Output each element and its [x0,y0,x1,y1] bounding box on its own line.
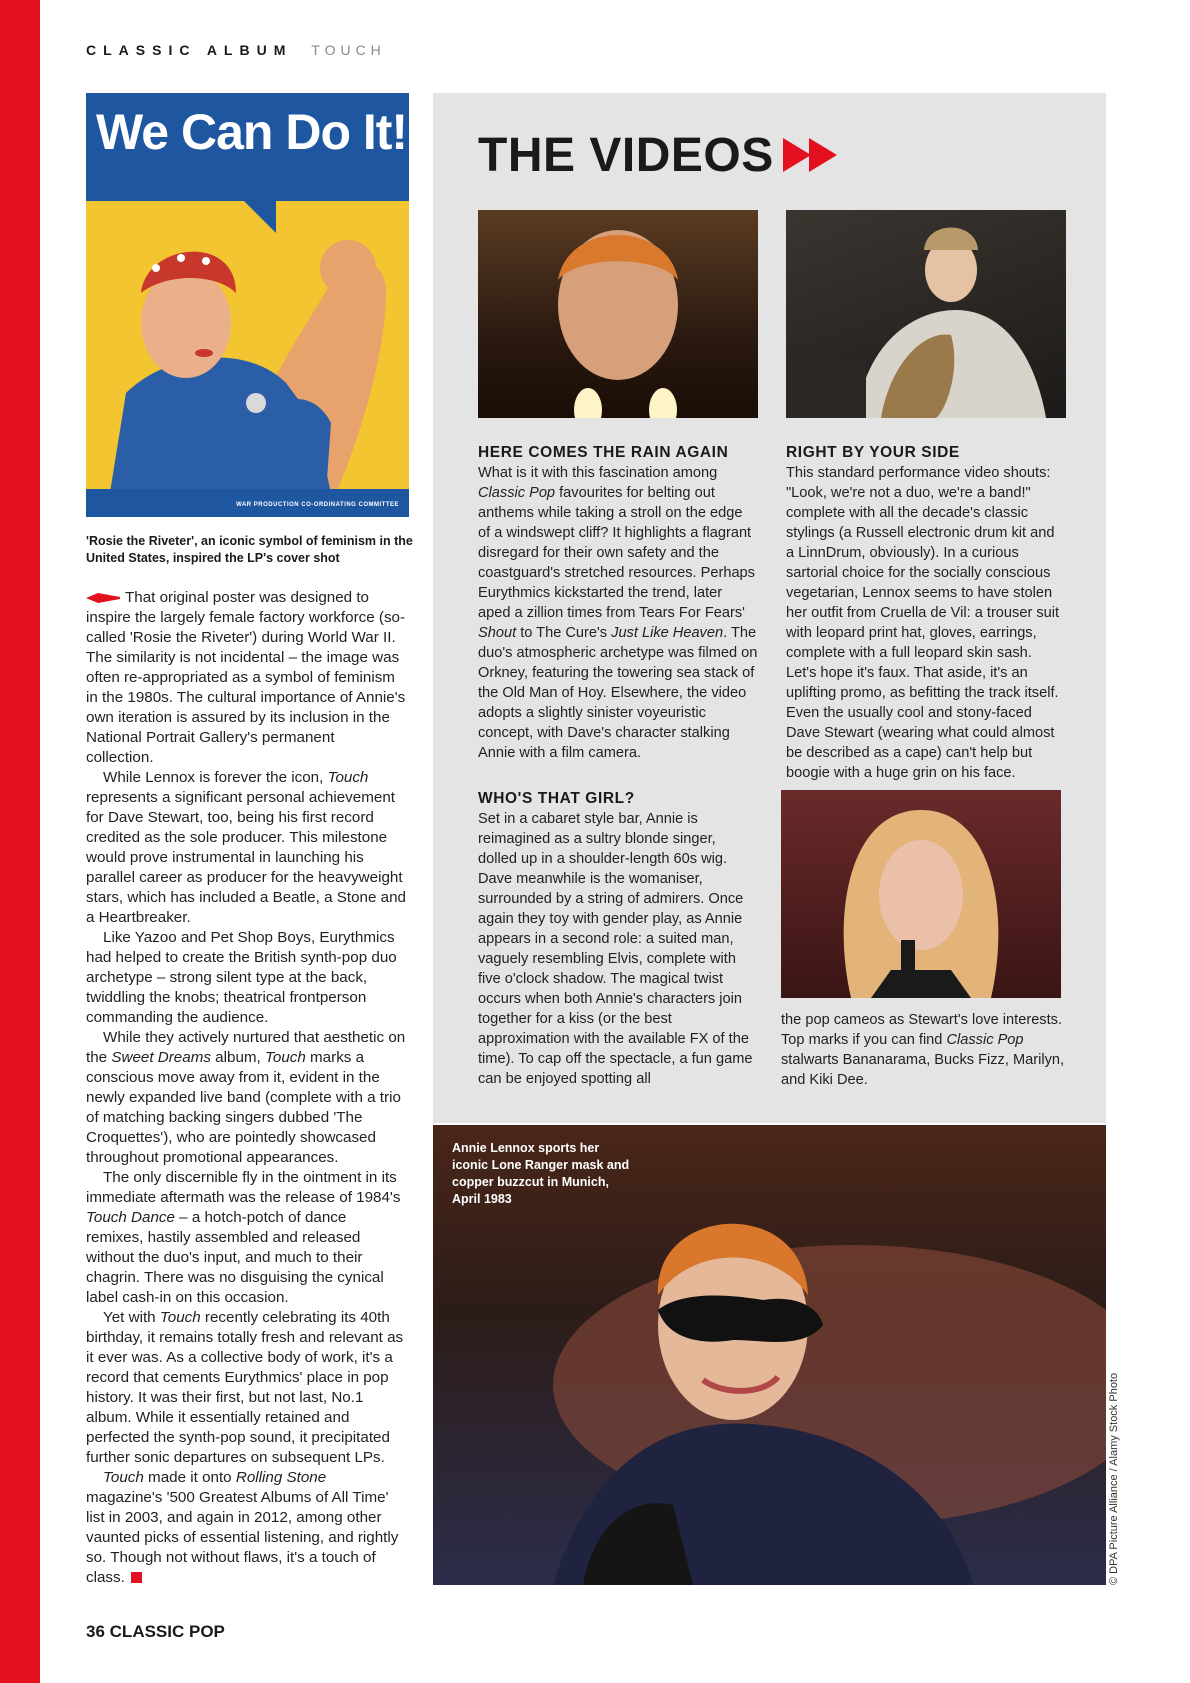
rosie-figure-illustration [86,93,409,517]
video-heading: HERE COMES THE RAIN AGAIN [478,444,729,461]
magazine-name: CLASSIC POP [109,1622,225,1641]
paragraph: While Lennox is forever the icon, Touch represents a significant personal achievement for Dave Stewart, too, being his first record credited as the sole producer. This milestone would prove instrumental in launching his parallel career as producer for the heavyweight stars, which has included a Beatle, a Stone and a Heartbreaker. [86,769,406,926]
video-still-whos-that-girl [781,790,1061,998]
video-text-whos-that-girl: Set in a cabaret style bar, Annie is reimagined as a sultry blonde singer, dolled up in a shoulder-length 60s wig. Dave meanwhile is the womaniser, surrounded by a string of admirers. Once again they toy with gender play, as Annie appears in a second role: a suited man, vaguely resembling Elvis, complete with five o'clock shadow. The magical twist occurs when both Annie's characters join together for a kiss (or the best approximation with the available FX of the time). To cap off the spectacle, a fun game can be enjoyed spotting all [478,811,753,1087]
paragraph: Touch made it onto Rolling Stone magazine's '500 Greatest Albums of All Time' list in 2003, and again in 2012, among other vaunted picks of essential listening, and rightly so. Though not without flaws, it's a touch of class. [86,1469,399,1586]
paragraph: While they actively nurtured that aesthetic on the Sweet Dreams album, Touch marks a conscious move away from it, evident in the newly expanded live band (complete with a trio of matching backing singers dubbed 'The Croquettes'), who are pointedly showcased throughout promotional appearances. [86,1029,406,1166]
videos-title: THE VIDEOS [478,129,774,182]
poster-caption: 'Rosie the Riveter', an iconic symbol of feminism in the United States, inspired the LP's cover shot [86,534,413,565]
photo-credit: © DPA Picture Alliance / Alamy Stock Photo [1108,1372,1120,1585]
video-text-rain-again: What is it with this fascination among Classic Pop favourites for belting out anthems while taking a stroll on the edge of a windswept cliff? It highlights a flagrant disregard for their own safety and the coastguard's stretched resources. Perhaps Eurythmics kickstarted the trend, later aped a zillion times from Tears For Fears' Shout to The Cure's Just Like Heaven. The duo's atmospheric archetype was filmed on Orkney, featuring the towering sea stack of the Old Man of Hoy. Elsewhere, the video adopts a slightly sinister voyeuristic concept, with Dave's character stalking Annie with a film camera. [478,465,758,761]
photo-caption: Annie Lennox sports her iconic Lone Ranger mask and copper buzzcut in Munich, April 1983 [452,1141,630,1206]
start-arrow-icon [86,593,120,603]
video-text-right-by-your-side: This standard performance video shouts: "Look, we're not a duo, we're a band!" complete with all the decade's classic stylings (a Russell electronic drum kit and a LinnDrum, obviously). In a curious sartorial choice for the socially conscious vegetarian, Lennox seems to have stolen her outfit from Cruella de Vil: a trouser suit with leopard print hat, gloves, earrings, complete with a full leopard skin sash. Let's hope it's faux. That aside, it's an uplifting promo, as befitting the track itself. Even the usually cool and stony-faced Dave Stewart (wearing what could almost be described as a cape) can't help but boogie with a huge grin on his face. [786,465,1060,781]
poster-title: We Can Do It! [96,104,408,160]
section-label: CLASSIC ALBUM [86,42,293,58]
fast-forward-icon [783,138,843,172]
video-heading: WHO'S THAT GIRL? [478,790,635,807]
rosie-poster-image [86,93,409,517]
video-still-right-by-your-side [786,210,1066,418]
page-number: 36 [86,1622,105,1641]
left-body-text [86,588,406,1588]
section-header [86,42,386,58]
page-footer [86,1622,225,1642]
video-heading: RIGHT BY YOUR SIDE [786,444,960,461]
red-edge-bar [0,0,40,1683]
section-subject: TOUCH [311,42,386,58]
paragraph: Like Yazoo and Pet Shop Boys, Eurythmics had helped to create the British synth-pop duo archetype – strong silent type at the back, twiddling the knobs; theatrical frontperson commanding the audience. [86,929,397,1026]
poster-footer-text: WAR PRODUCTION CO-ORDINATING COMMITTEE [236,502,399,508]
video-text-whos-that-girl-continued: the pop cameos as Stewart's love interests. Top marks if you can find Classic Pop stalwarts Bananarama, Bucks Fizz, Marilyn, and Kiki Dee. [781,1012,1065,1088]
video-still-rain-again [478,210,758,418]
paragraph: That original poster was designed to inspire the largely female factory workforce (so-called 'Rosie the Riveter') during World War II. The similarity is not incidental – the image was often re-appropriated as a symbol of feminism in the 1980s. The cultural importance of Annie's own iteration is assured by its inclusion in the National Portrait Gallery's permanent collection. [86,589,406,766]
paragraph: The only discernible fly in the ointment in its immediate aftermath was the release of 1984's Touch Dance – a hotch-potch of dance remixes, hastily assembled and released without the duo's input, and much to their chagrin. There was no disguising the cynical label cash-in on this occasion. [86,1169,401,1306]
paragraph: Yet with Touch recently celebrating its 40th birthday, it remains totally fresh and relevant as it ever was. As a collective body of work, it's a record that cements Eurythmics' place in pop history. It was their first, but not last, No.1 album. While it essentially retained and perfected the synth-pop sound, it precipitated further sonic departures on subsequent LPs. [86,1309,404,1466]
end-mark-icon [131,1572,142,1583]
